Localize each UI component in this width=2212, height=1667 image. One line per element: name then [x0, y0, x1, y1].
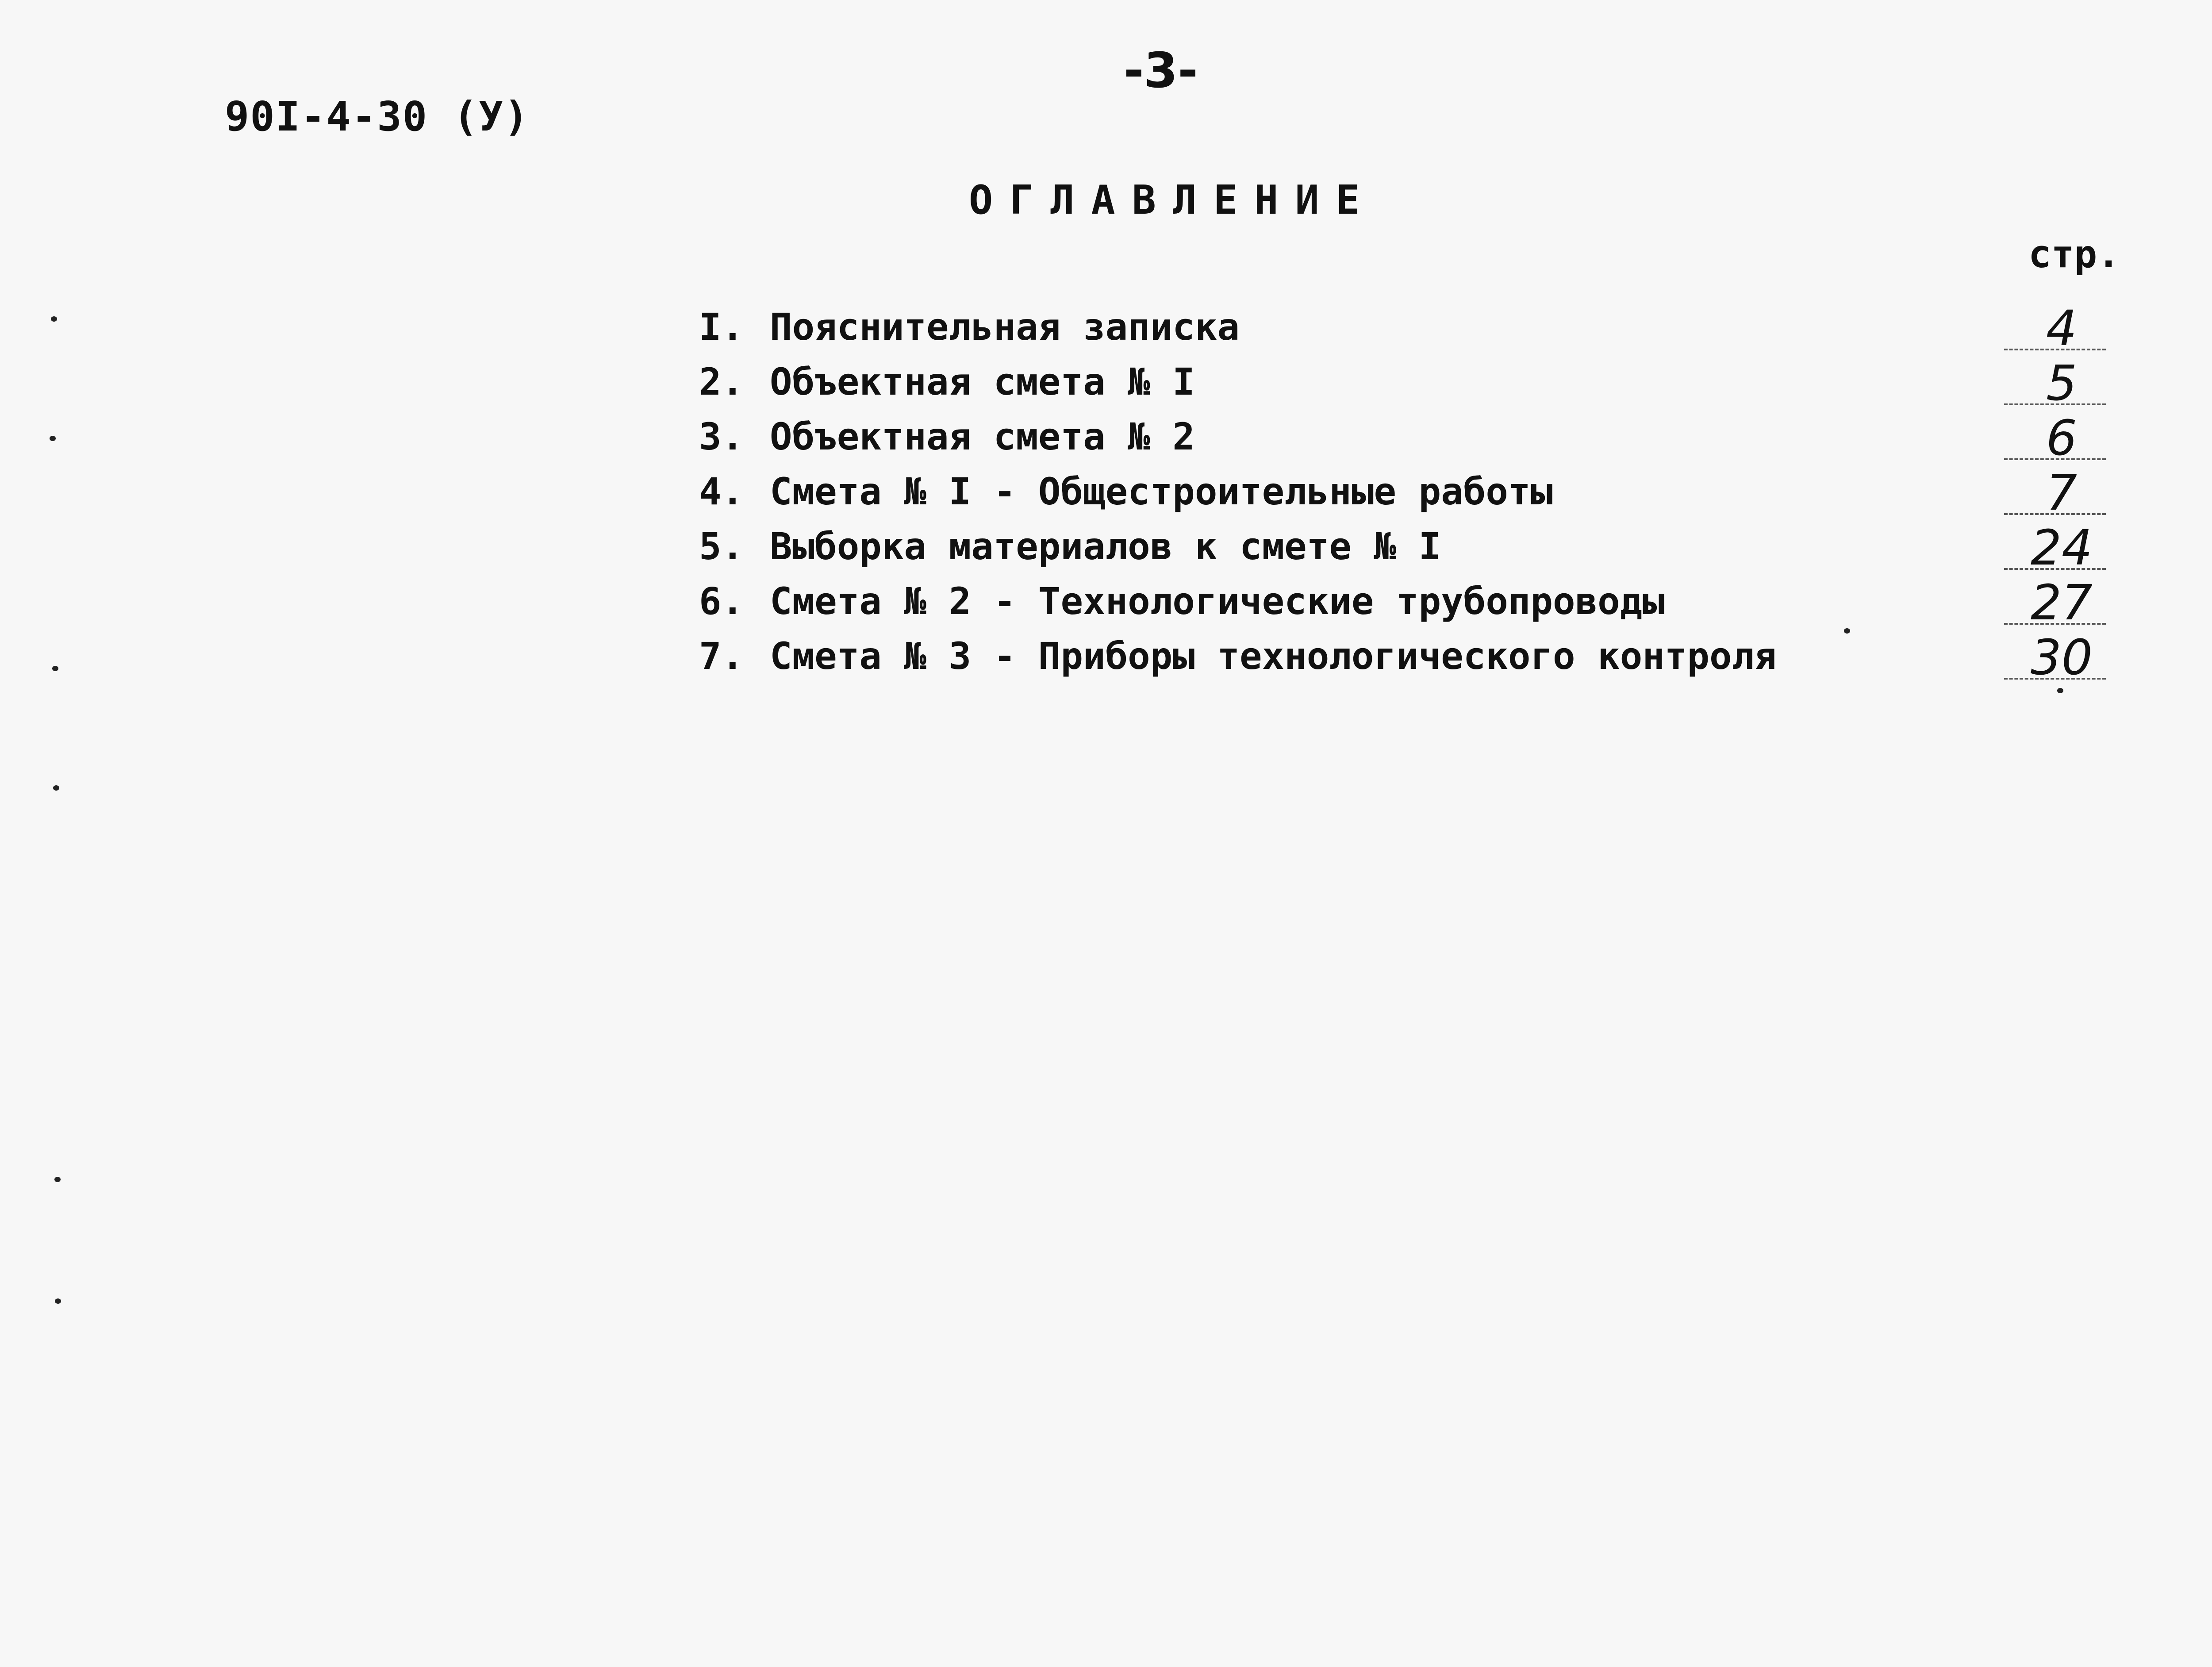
toc-item-number: 5. — [699, 525, 744, 568]
toc-item — [699, 519, 2159, 580]
toc-item — [699, 629, 2159, 689]
page-underline — [2004, 623, 2106, 625]
scan-speck — [52, 666, 58, 671]
scan-speck — [50, 436, 56, 441]
toc-item-title: Объектная смета № 2 — [770, 415, 1195, 458]
toc-item — [699, 355, 2159, 415]
toc-item-number: 4. — [699, 470, 744, 513]
page-column-header: стр. — [2028, 232, 2120, 277]
toc-item-title: Смета № I - Общестроительные работы — [770, 470, 1553, 513]
toc-item-title: Выборка материалов к смете № I — [770, 525, 1441, 568]
toc-item-page: 6 — [2008, 410, 2115, 466]
page-underline — [2004, 403, 2106, 405]
toc-item-page: 27 — [2008, 574, 2115, 631]
toc-item — [699, 300, 2159, 360]
toc-item-page: 30 — [2008, 629, 2115, 686]
toc-item-title: Объектная смета № I — [770, 360, 1195, 403]
toc-title: ОГЛАВЛЕНИЕ — [969, 177, 1377, 223]
toc-item-page: 5 — [2008, 355, 2115, 411]
scan-speck — [1844, 628, 1850, 634]
page-underline — [2004, 568, 2106, 570]
scan-speck — [54, 1177, 61, 1182]
toc-item-number: 3. — [699, 415, 744, 458]
page-underline — [2004, 513, 2106, 515]
toc-item-number: 6. — [699, 580, 744, 623]
scan-speck — [51, 316, 57, 322]
toc-item-page: 24 — [2008, 519, 2115, 576]
scan-speck — [53, 785, 59, 791]
toc-item-number: 7. — [699, 634, 744, 678]
toc-list — [699, 300, 2159, 689]
toc-item-page: 7 — [2008, 465, 2115, 521]
page-number: -3- — [1124, 42, 1198, 99]
scan-speck — [2057, 688, 2063, 693]
toc-item — [699, 574, 2159, 634]
toc-item — [699, 410, 2159, 470]
page-underline — [2004, 678, 2106, 680]
toc-item — [699, 465, 2159, 525]
toc-item-number: I. — [699, 305, 744, 349]
toc-item-title: Смета № 3 - Приборы технологического контроля — [770, 634, 1777, 678]
toc-item-number: 2. — [699, 360, 744, 403]
scan-speck — [55, 1298, 61, 1304]
toc-item-page: 4 — [2008, 300, 2115, 357]
page-underline — [2004, 349, 2106, 350]
page-underline — [2004, 458, 2106, 460]
toc-item-title: Пояснительная записка — [770, 305, 1240, 349]
toc-item-title: Смета № 2 - Технологические трубопроводы — [770, 580, 1665, 623]
document-code: 90I-4-30 (У) — [225, 93, 530, 140]
